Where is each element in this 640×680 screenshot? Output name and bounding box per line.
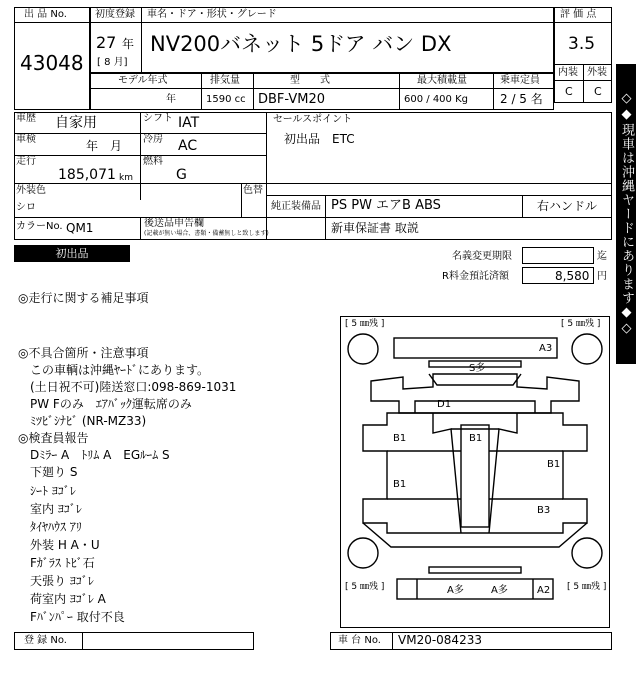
displacement: 1590 cc <box>206 94 246 105</box>
exterior-grade: C <box>594 85 602 98</box>
later-items-label: 後送品申告欄 <box>144 218 204 229</box>
damage-mark: D1 <box>437 399 452 410</box>
genuine-equipment-label: 純正装備品 <box>271 201 321 212</box>
model-year-label: モデル年式 <box>118 75 168 86</box>
damage-mark: B1 <box>393 433 407 444</box>
name-change-label: 名義変更期限 <box>452 251 512 262</box>
first-registration-month: [ 8 月] <box>97 57 128 68</box>
interior-grade: C <box>565 85 573 98</box>
inspection-label: 車検 <box>16 134 36 145</box>
damage-diagram <box>340 316 610 628</box>
later-items-note: (記載が無い場合、書類・備蓄無しと致します) <box>144 230 269 237</box>
first-listing-text: 初出品 <box>55 247 89 260</box>
exterior-color-label: 外装色 <box>16 185 46 196</box>
history-label: 車歴 <box>16 113 36 124</box>
first-registration-year: 27 <box>96 33 117 52</box>
note-line: この車輌は沖縄ﾔｰﾄﾞにあります。 <box>30 363 210 377</box>
displacement-label: 排気量 <box>210 75 240 86</box>
mileage-label: 走行 <box>16 156 36 167</box>
chassis-label: 車 台 No. <box>338 635 381 646</box>
tire-depth-bottom-left: [ 5 ㎜残 ] <box>345 582 385 592</box>
exterior-color-value: シロ <box>16 202 36 213</box>
damage-mark: B1 <box>547 459 561 470</box>
note-line: (土日祝不可)陸送窓口:098-869-1031 <box>30 380 237 394</box>
chassis-number: VM20-084233 <box>398 633 482 647</box>
model-code-label: 型 式 <box>290 75 330 86</box>
score-value: 3.5 <box>568 34 596 54</box>
inspector-report-title: ◎検査員報告 <box>18 431 89 445</box>
report-line: 外装 H A・U <box>30 538 100 552</box>
history-value: 自家用 <box>55 115 97 131</box>
name-change-unit: 迄 <box>597 251 607 262</box>
ac-label: 冷房 <box>143 134 163 145</box>
steering-value: 右ハンドル <box>537 199 598 213</box>
exterior-label: 外装 <box>587 67 607 78</box>
damage-mark: A多 <box>447 585 464 596</box>
color-number-value: QM1 <box>66 221 94 235</box>
report-line: ｼｰﾄ ﾖｺﾞﾚ <box>30 484 76 498</box>
year-unit: 年 <box>122 37 135 51</box>
tire-depth-top-left: [ 5 ㎜残 ] <box>345 319 385 329</box>
max-load-label: 最大積載量 <box>417 75 467 86</box>
sales-point-value: 初出品 ETC <box>284 132 355 146</box>
sales-point-label: セールスポイント <box>273 114 353 125</box>
report-line: 天張り ﾖｺﾞﾚ <box>30 574 94 588</box>
damage-mark: B1 <box>469 433 483 444</box>
capacity-label: 乗車定員 <box>500 75 540 86</box>
report-line: Fﾊﾞﾝﾊﾟｰ 取付不良 <box>30 610 125 624</box>
damage-mark: A2 <box>537 585 551 596</box>
damage-mark: A多 <box>491 585 508 596</box>
registration-label: 登 録 No. <box>24 635 67 646</box>
recycle-fee-unit: 円 <box>597 271 607 282</box>
tire-depth-top-right: [ 5 ㎜残 ] <box>561 319 601 329</box>
yard-notice-banner <box>616 64 636 364</box>
interior-label: 内装 <box>558 67 578 78</box>
score-label: 評 価 点 <box>560 9 597 20</box>
color-change-label: 色替 <box>243 185 263 196</box>
mileage-unit: km <box>119 173 133 183</box>
model-code: DBF-VM20 <box>258 92 325 107</box>
car-name-label: 車名・ドア・形状・グレード <box>147 9 277 20</box>
first-registration-label: 初度登録 <box>95 9 135 20</box>
shift-label: シフト <box>143 113 173 124</box>
tire-depth-bottom-right: [ 5 ㎜残 ] <box>567 582 607 592</box>
report-line: 下廻り S <box>30 465 78 479</box>
damage-mark: A3 <box>539 343 553 354</box>
shift-value: IAT <box>178 115 200 131</box>
report-line: 室内 ﾖｺﾞﾚ <box>30 502 82 516</box>
equipment-value: PS PW エアB ABS <box>331 198 441 213</box>
mileage-value: 185,071 <box>58 167 116 183</box>
damage-mark: S多 <box>469 363 486 374</box>
recycle-fee-label: R料金預託済額 <box>442 271 509 282</box>
fuel-label: 燃料 <box>143 156 163 167</box>
color-number-label: カラーNo. <box>16 221 63 232</box>
defects-title: ◎不具合箇所・注意事項 <box>18 346 149 360</box>
driving-supplement-title: ◎走行に関する補足事項 <box>18 291 149 305</box>
first-listing-badge <box>14 245 130 262</box>
name-change-box <box>522 247 594 264</box>
inspection-value: 年 月 <box>86 139 123 153</box>
car-name: NV200バネット 5ドア バン DX <box>150 32 452 56</box>
damage-mark: B3 <box>537 505 551 516</box>
yard-notice-text: ◇◆現車は沖縄ヤードにあります◆◇ <box>619 91 634 337</box>
capacity: 2 / 5 名 <box>500 92 543 106</box>
note-line: PW Fのみ ｴｱﾊﾞｯｸ運転席のみ <box>30 397 192 411</box>
max-load: 600 / 400 Kg <box>404 94 468 105</box>
note-line: ﾐﾂﾋﾞｼﾅﾋﾞ (NR-MZ33) <box>30 414 147 428</box>
report-line: Fｶﾞﾗｽ ﾄﾋﾞ石 <box>30 556 95 570</box>
car-diagram-svg <box>341 317 609 627</box>
later-items-value: 新車保証書 取説 <box>331 221 419 235</box>
ac-value: AC <box>178 138 198 154</box>
model-year: 年 <box>166 94 176 105</box>
recycle-fee-value: 8,580 <box>555 269 590 283</box>
lot-number: 43048 <box>20 51 84 75</box>
report-line: Dﾐﾗｰ A ﾄﾘﾑ A EGﾙｰﾑ S <box>30 448 170 462</box>
lot-label: 出 品 No. <box>24 9 67 20</box>
fuel-value: G <box>176 167 187 183</box>
report-line: 荷室内 ﾖｺﾞﾚ A <box>30 592 106 606</box>
damage-mark: B1 <box>393 479 407 490</box>
report-line: ﾀｲﾔﾊｳｽ ｱﾘ <box>30 520 82 534</box>
